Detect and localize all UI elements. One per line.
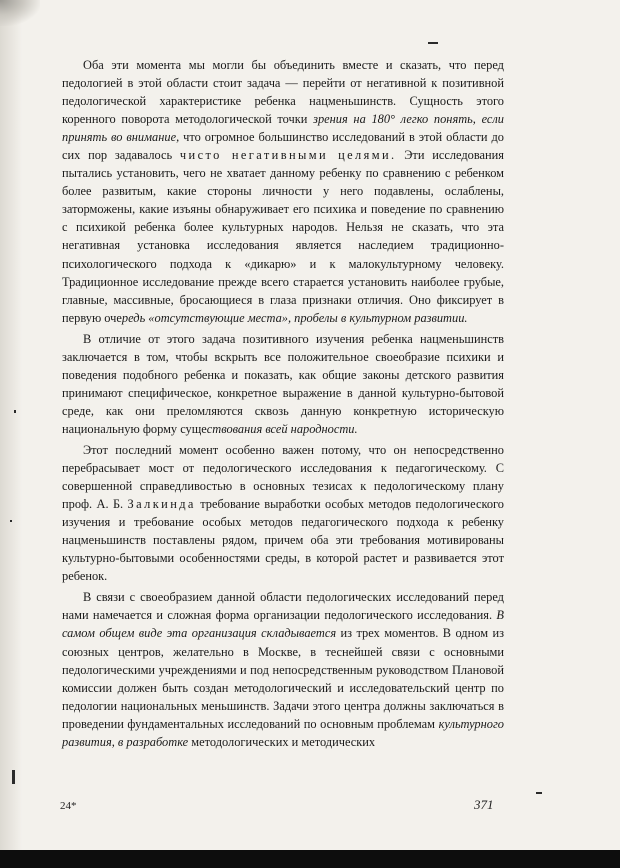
text-run: что огромное большинство исследований в этой области до сих пор задавалось (62, 130, 504, 163)
spaced-emphasis-text: Залкинда (127, 497, 196, 512)
text-run: Оба эти момента мы могли бы объединить вместе и сказать, что перед педологией в этой области стоит задача — перейти от негативной к позитивной педологической характеристике ребенка нацменьшинств. Сущность этого коренного поворота методологической точки (62, 58, 504, 127)
text-run: В связи с своеобразием данной области педологических исследований перед нами намечается и сложная форма организации педологического исследования. (62, 590, 504, 623)
scan-speck (12, 770, 15, 784)
scan-speck (536, 792, 542, 794)
paragraph (62, 56, 504, 327)
paragraph (62, 588, 504, 750)
italic-text: культурного развития, в разработке (62, 716, 504, 749)
text-run: требование выработки особых методов педологического изучения и требование особых методов педагогического подхода к ребенку нацменьшинств поставлены рядом, причем оба эти требования мотивированы культурно-бытовыми особенностями среды, в которой растет и развивается этот ребенок. (62, 497, 505, 584)
scan-speck (10, 520, 12, 522)
text-run: В отличие от этого задача позитивного изучения ребенка нацменьшинств заключается в том, чтобы вскрыть все положительное своеобразие психики и поведения подобного ребенка и показать, как общие законы детского развития принимают специфическое, конкретное выражение в данной культурно-бытовой среде, как они преломляются сквозь данную конкретную историческую национальную форму суще (62, 331, 504, 436)
scan-corner-smudge (0, 0, 40, 26)
paragraph (62, 330, 504, 438)
scan-bottom-edge (0, 850, 620, 868)
paragraph (62, 441, 504, 585)
italic-text: редь «отсутствующие места», пробелы в культурном развитии. (121, 310, 468, 325)
body-text (62, 56, 504, 751)
spaced-emphasis-text: чисто негативными целями. (179, 148, 397, 163)
text-run: из трех моментов. В одном из союзных центров, желательно в Москве, в теснейшей связи с основными педологическими учреждениями и под непосредственным руководством Плановой комиссии должен быть создан методологический и исследовательский центр по педологии национальных меньшинств. Задачи этого центра должны заключаться в проведении фундаментальных исследований по основным проблемам (62, 626, 504, 731)
scan-speck (428, 42, 438, 44)
scan-speck (14, 410, 16, 413)
text-run: Эти исследования пытались установить, чего не хватает данному ребенку по сравнению с ребенком более развитым, какие стороны личности у него подавлены, ослаблены, заторможены, какие изъяны обнаруживает его психика и поведение по сравнению с психикой ребенка более культурных народов. Нельзя не сказать, что эта негативная установка исследования является наследием традиционно-психологического подхода к «дикарю» и к малокультурному человеку. Традиционное исследование прежде всего старается установить наиболее грубые, главные, массивные, бросающиеся в глаза признаки отличия. Оно фиксирует в первую оче (62, 148, 504, 325)
scan-edge-shadow (0, 0, 22, 868)
page-number: 371 (474, 797, 494, 812)
italic-text: В самом общем виде эта организация складывается (62, 608, 504, 641)
signature-mark: 24* (60, 800, 77, 812)
italic-text: зрения на 180° легко понять, если принять во внимание, (62, 112, 504, 145)
italic-text: ствования всей народности. (206, 421, 358, 436)
text-run: Этот последний момент особенно важен потому, что он непосредственно перебрасывает мост от педологического исследования к педагогическому. С совершенной справедливостью в основных тезисах к педологическому плану проф. А. Б. (62, 442, 504, 512)
text-run: методологических и методических (188, 734, 376, 749)
